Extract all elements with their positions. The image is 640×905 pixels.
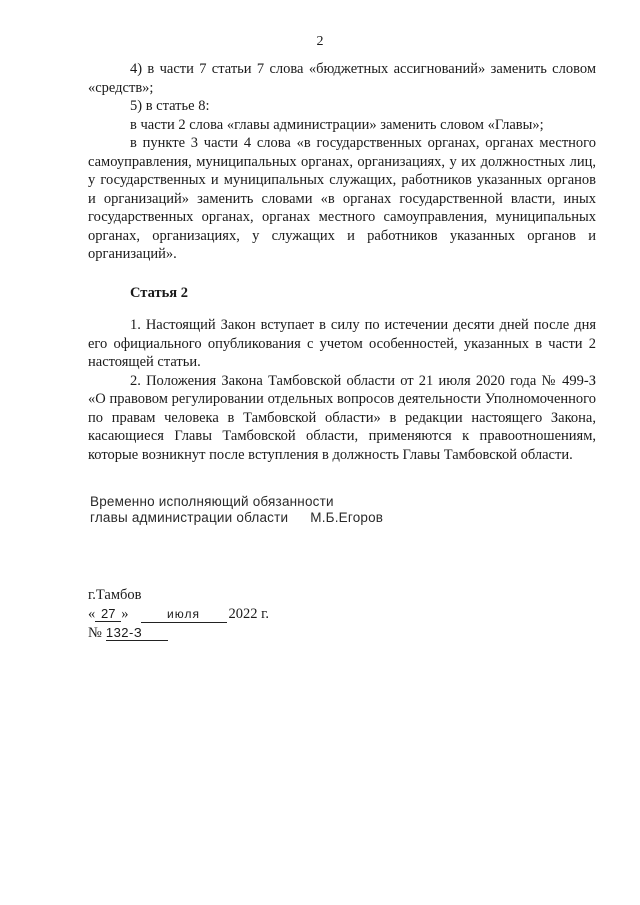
- law-number-line: [88, 624, 269, 643]
- date-month: июля: [141, 607, 227, 623]
- signature-title: Временно исполняющий обязанности: [90, 494, 334, 509]
- document-body: [88, 60, 596, 464]
- law-number: 132-З: [106, 625, 168, 641]
- footer-block: [88, 586, 269, 643]
- signatory-name: М.Б.Егоров: [310, 510, 384, 525]
- close-quote: »: [121, 606, 129, 622]
- date-day: 27: [95, 606, 121, 622]
- paragraph: в пункте 3 части 4 слова «в государственных органах, органах местного самоуправления, муниципальных органах, организациях, у их должностных лиц, у государственных и муниципальных служащих, работников указанных органов и организаций» заменить словами «в органах государственной власти, иных государственных органах, органах местного самоуправления, муниципальных органах, организациях, у служащих и работников указанных органов и организаций».: [88, 135, 596, 262]
- paragraph: 5) в статье 8:: [130, 98, 210, 114]
- paragraph: 2. Положения Закона Тамбовской области от 21 июля 2020 года № 499-З «О правовом регулировании отдельных вопросов деятельности Уполномоченного по правам человека в Тамбовской области» в редакции настоящего Закона, касающиеся Главы Тамбовской области, применяются к правоотношениям, которые возникнут после вступления в должность Главы Тамбовской области.: [88, 372, 596, 463]
- number-sign: №: [88, 625, 102, 641]
- paragraph: 4) в части 7 статьи 7 слова «бюджетных ассигнований» заменить словом «средств»;: [88, 61, 596, 96]
- signature-position: главы администрации области: [90, 510, 289, 525]
- page-number: 2: [316, 34, 324, 49]
- paragraph: в части 2 слова «главы администрации» заменить словом «Главы»;: [130, 116, 544, 133]
- open-quote: «: [88, 606, 96, 622]
- date-year: 2022 г.: [228, 606, 270, 622]
- date-line: [88, 605, 269, 624]
- signature-block: [90, 494, 383, 526]
- article-heading: Статья 2: [130, 284, 188, 301]
- city: г.Тамбов: [88, 587, 142, 603]
- paragraph: 1. Настоящий Закон вступает в силу по истечении десяти дней после дня его официального опубликования с учетом особенностей, указанных в части 2 настоящей статьи.: [88, 317, 596, 370]
